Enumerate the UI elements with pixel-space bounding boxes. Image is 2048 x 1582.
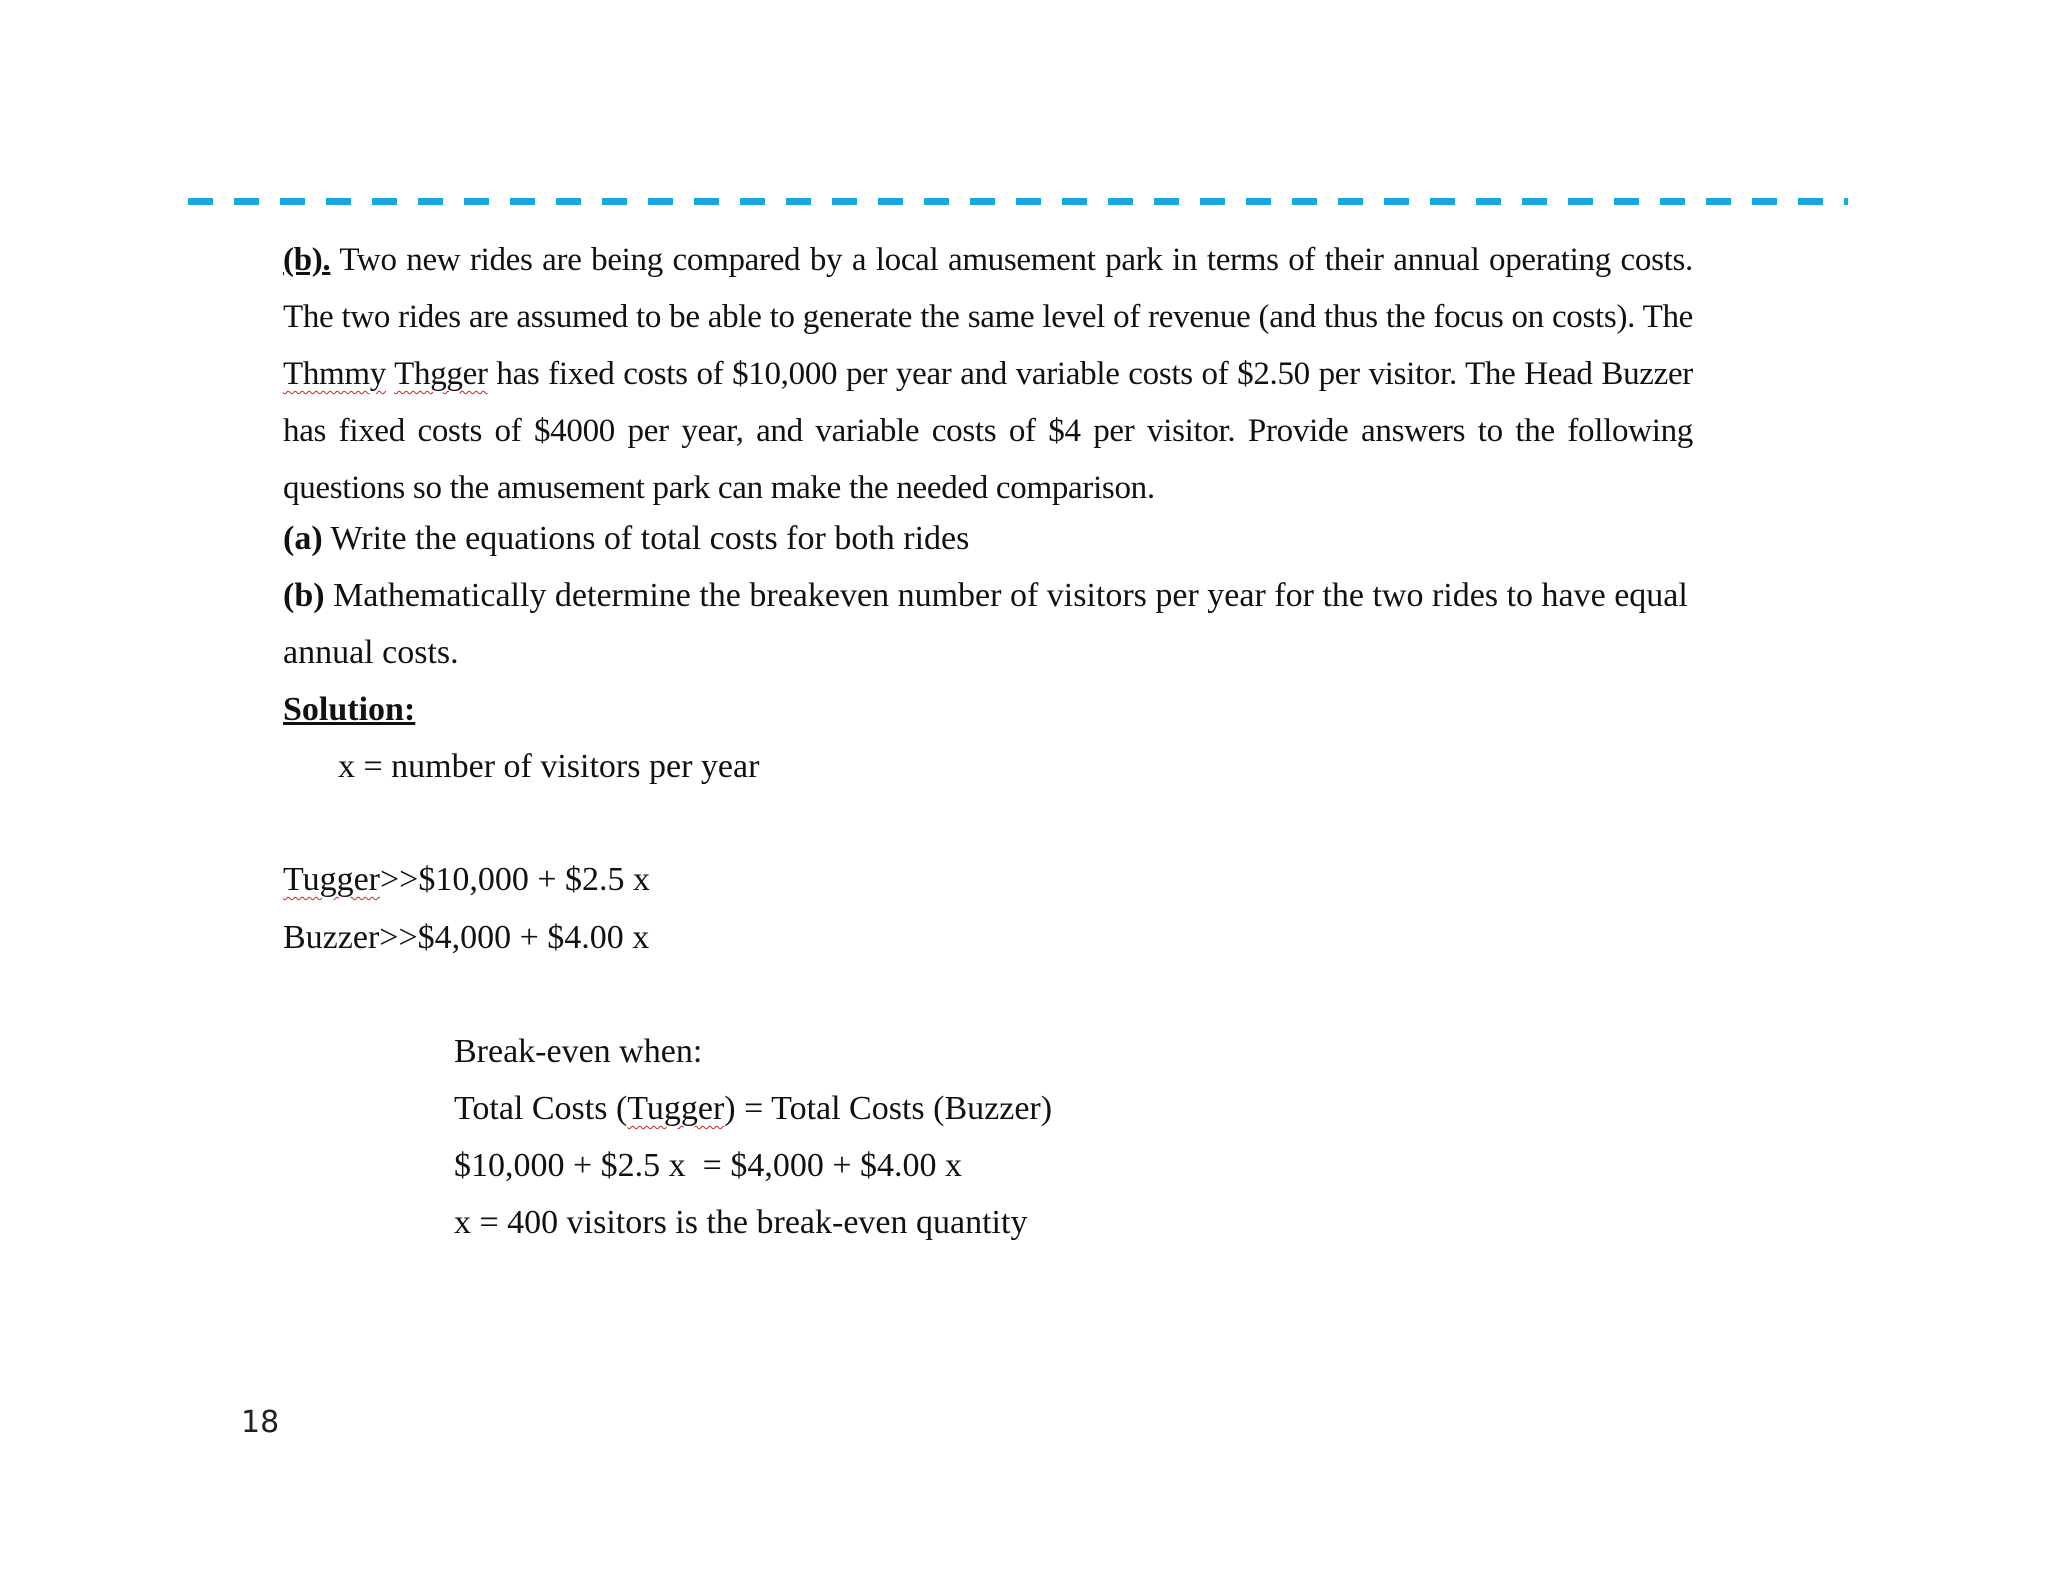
question-b: [283, 574, 1688, 618]
question-a-label: (a): [283, 520, 323, 557]
buzzer-cost-equation: Buzzer>>$4,000 + $4.00 x: [283, 919, 650, 956]
ride-name-first-word: Thmmy: [283, 356, 386, 392]
tugger-name: Tugger: [283, 861, 380, 898]
breakeven-equation: $10,000 + $2.5 x = $4,000 + $4.00 x: [454, 1147, 963, 1184]
question-a-text: Write the equations of total costs for both rides: [322, 520, 970, 557]
tugger-equation: >>$10,000 + $2.5 x: [380, 861, 651, 898]
problem-text-part-1: Two new rides are being compared by a local amusement park in terms of their annual operating costs. The two rides are assumed to be able to generate the same level of revenue (and thus the focus on costs). The: [283, 242, 1693, 335]
question-b-label: (b): [283, 577, 325, 614]
total-costs-right: ) = Total Costs (Buzzer): [724, 1090, 1053, 1127]
problem-label: (b).: [283, 242, 331, 278]
question-b-text: Mathematically determine the breakeven number of visitors per year for the two rides to have equal: [324, 577, 1688, 614]
tugger-cost-equation: [283, 858, 650, 902]
problem-statement: [283, 232, 1693, 517]
ride-name-second-word: Thgger: [394, 356, 488, 392]
total-costs-tugger-name: Tugger: [627, 1090, 725, 1127]
variable-definition: x = number of visitors per year: [338, 748, 760, 785]
breakeven-intro: Break-even when:: [454, 1033, 703, 1070]
solution-heading: Solution:: [283, 691, 416, 728]
problem-text-part-2: has fixed costs of $10,000 per year and variable costs of $2.50 per visitor. The Head Buzzer has fixed costs of $4000 per year, and variable costs of $4 per visitor. Provide answers to the following questions so the amusement park can make the needed comparison.: [283, 356, 1693, 506]
total-costs-equality: [454, 1087, 1052, 1131]
question-b-continuation: annual costs.: [283, 634, 459, 671]
question-a: [283, 517, 969, 561]
total-costs-left: Total Costs (: [454, 1090, 628, 1127]
breakeven-result: x = 400 visitors is the break-even quantity: [454, 1204, 1028, 1241]
page-number: 18: [241, 1405, 280, 1440]
dashed-header-rule: [188, 198, 1848, 205]
